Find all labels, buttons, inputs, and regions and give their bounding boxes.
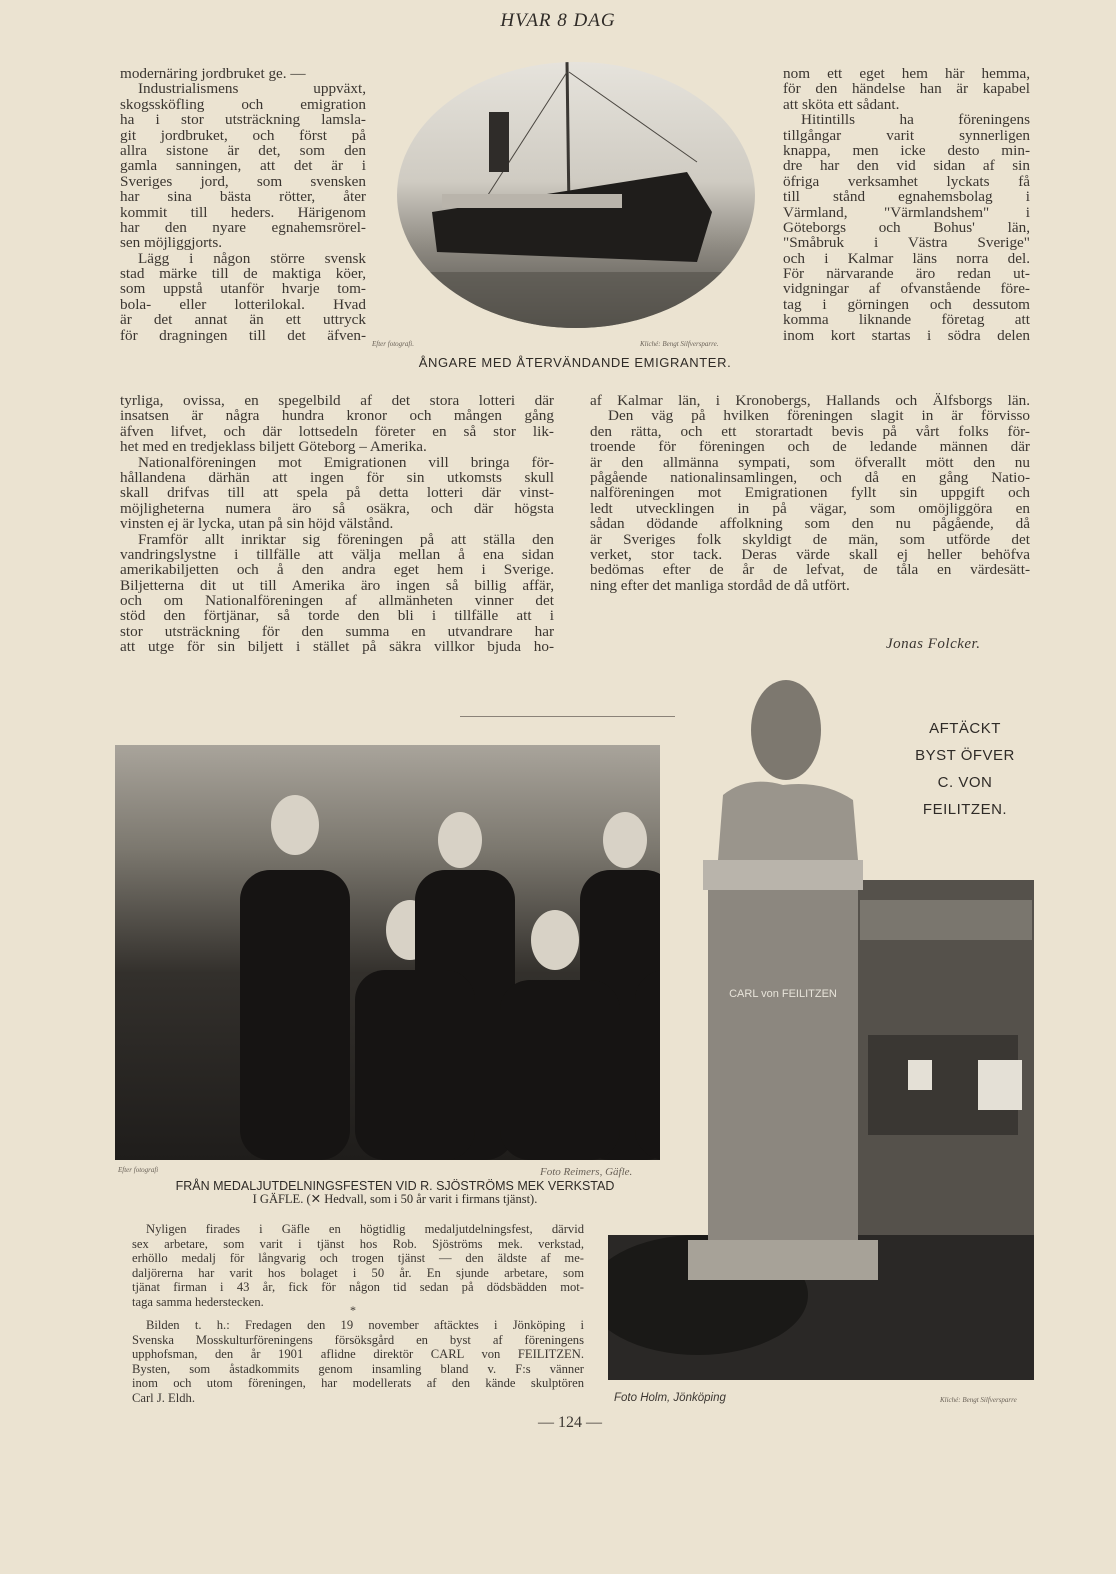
text-line: bedömas efter de år de lefvat, de tåla en värdesätt- (590, 561, 1030, 579)
text-line: bola- eller lotterilokal. Hvad (120, 295, 366, 313)
text-line: upphofsman, den år 1901 aflidne direktör CARL von FEILITZEN. (132, 1347, 584, 1362)
text-line: Lägg i någon större svensk (138, 249, 366, 267)
ship-photo-credit-left: Efter fotografi. (372, 340, 414, 348)
text-line: komma liknande företag att (783, 311, 1030, 329)
text-line: att utge för sin biljett i stället på säkra villkor bjuda ho- (120, 638, 554, 656)
text-line: erhöllo medalj för långvarig och trogen tjänst — den äldste af me- (132, 1251, 584, 1266)
bust-photo-caption (895, 715, 1035, 823)
text-line: hållandena därhän att ingen för sin utkomsts skull (120, 468, 554, 486)
text-line: stad märke till de maktiga köer, (120, 265, 366, 283)
text-line: har den nyare egnahemsrörel- (120, 218, 366, 236)
text-line: För närvarande äro redan ut- (783, 265, 1030, 283)
text-line: "Småbruk i Västra Sverige" (783, 234, 1030, 252)
text-line: Nyligen firades i Gäfle en högtidlig medaljutdelningsfest, därvid (146, 1222, 584, 1236)
text-line: inom och utom föreningen, har modellerats af den kände skulptören (132, 1376, 584, 1391)
text-line: knappa, men icke desto min- (783, 141, 1030, 159)
text-line: Svenska Mosskulturföreningens försöksgård en byst af föreningens (132, 1332, 584, 1347)
text-line: stöd den förtjänar, så torde den bli i tillfälle att i (120, 607, 554, 625)
text-line: daljörerna har varit hos bolaget i 50 år. En sjunde arbetare, som (132, 1265, 584, 1280)
text-line: tillgångar varit synnerligen (783, 126, 1030, 144)
text-line: för den händelse han är kapabel (783, 80, 1030, 98)
text-line: Värmland, "Värmlandshem" i (783, 203, 1030, 221)
text-line: verket, stor tack. Deras värde skall ej heller behöfva (590, 545, 1030, 563)
bust-photo-credit-left: Foto Holm, Jönköping (614, 1392, 726, 1404)
text-line: pågående nationalinsamlingen, och då en gång Natio- (590, 468, 1030, 486)
group-photo-caption-line-2: I GÄFLE. (✕ Hedvall, som i 50 år varit i firmans tjänst). (252, 1192, 538, 1206)
text-line: sex arbetare, som varit i tjänst hos Rob. Sjöströms mek. verkstad, (132, 1236, 584, 1251)
text-line: skogssköfling och emigration (120, 95, 366, 113)
text-line: git jordbruket, och först på (120, 126, 366, 144)
text-line: har sina bästa rötter, åter (120, 188, 366, 206)
text-line: tjänat firman i 43 år, fick för någon tid sedan på dödsbädden mot- (132, 1280, 584, 1295)
ship-photo (397, 62, 755, 328)
author-signature: Jonas Folcker. (886, 636, 981, 652)
text-line: Göteborgs och Bohus' län, (783, 218, 1030, 236)
group-photo-caption-line-1: FRÅN MEDALJUTDELNINGSFESTEN VID R. SJÖSTRÖMS MEK VERKSTAD (175, 1179, 615, 1193)
text-line: tag i görningen och dessutom (783, 295, 1030, 313)
text-line: är det annat än ett uttryck (120, 311, 366, 329)
text-line: Bysten, som åstadkommits genom insamling bland v. F:s vänner (132, 1361, 584, 1376)
text-line: Den väg på hvilken föreningen slagit in är förvisso (608, 407, 1030, 425)
text-line: insatsen är några hundra kronor och mången gång (120, 407, 554, 425)
text-line: allra sistone är det, som den (120, 141, 366, 159)
text-line: taga samma hederstecken. (132, 1294, 264, 1309)
text-line: skall drifvas till att spela på detta lotteri där vinst- (120, 484, 554, 502)
text-line: är den allmänna sympati, som öfverallt mött den nu (590, 453, 1030, 471)
text-line: är Sveriges folk skyldigt de män, som utförde det (590, 530, 1030, 548)
pedestal-inscription: CARL von FEILITZEN (729, 988, 837, 1000)
text-line: att sköta ett sådant. (783, 95, 900, 113)
running-head: HVAR 8 DAG (500, 10, 616, 31)
text-line: modernäring jordbruket ge. — (120, 65, 306, 82)
text-line: gamla sanningen, att det är i (120, 157, 366, 175)
group-photo-credit-left: Efter fotografi (118, 1166, 159, 1174)
text-line: Carl J. Eldh. (132, 1390, 195, 1405)
text-line: och om Nationalföreningen af allmänheten vinner det (120, 592, 554, 610)
text-column-left-top (120, 66, 366, 343)
bust-photo-credit-right: Kliché: Bengt Silfversparre (940, 1396, 1017, 1404)
section-separator: * (350, 1303, 356, 1317)
bust-caption-line-2: BYST ÖFVER (915, 747, 1015, 764)
text-line: som uppstå utanför hvarje tom- (120, 280, 366, 298)
text-line: tyrliga, ovissa, en spegelbild af det stora lotteri där (120, 392, 554, 409)
text-line: dre har den vid sidan af sin (783, 157, 1030, 175)
group-photo (115, 745, 660, 1160)
text-line: af Kalmar län, i Kronobergs, Hallands och Älfsborgs län. (590, 392, 1030, 409)
text-line: Bilden t. h.: Fredagen den 19 november aftäcktes i Jönköping i (146, 1318, 584, 1332)
bust-caption-line-4: FEILITZEN. (922, 801, 1008, 818)
ship-photo-caption: ÅNGARE MED ÅTERVÄNDANDE EMIGRANTER. (418, 355, 732, 370)
text-line: öfriga verksamhet lyckats få (783, 172, 1030, 190)
bust-unveiling-notice (132, 1318, 584, 1406)
text-line: Biljetterna dit ut till Amerika äro ingen så billig affär, (120, 576, 554, 594)
text-line: troende för föreningen och de ledande männen där (590, 438, 1030, 456)
text-line: Nationalföreningen mot Emigrationen vill bringa för- (138, 453, 554, 471)
text-line: nom ett eget hem här hemma, (783, 65, 1030, 82)
text-line: till stånd egnahemsbolag i (783, 188, 1030, 206)
text-line: för dragningen till det äfven- (120, 326, 366, 344)
text-column-right-top (783, 66, 1030, 343)
text-line: Hitintills ha föreningens (801, 111, 1030, 129)
text-line: vinsten ej är lycka, utan på sin höjd välstånd. (120, 515, 394, 533)
text-line: ledt utvecklingen in på vägar, som omöjliggöra en (590, 499, 1030, 517)
text-line: äfven lifvet, och där lottsedeln företer en så stor lik- (120, 422, 554, 440)
text-line: het med en tredjeklass biljett Göteborg – Amerika. (120, 438, 427, 456)
steamship-illustration (397, 62, 755, 328)
group-photo-caption (110, 1180, 680, 1206)
text-line: kommit till heders. Härigenom (120, 203, 366, 221)
text-line: ha i stor utsträckning lamsla- (120, 111, 366, 129)
text-line: amerikabiljetten och å den andra eget hem i Sverige. (120, 561, 554, 579)
medal-festival-notice (132, 1222, 584, 1310)
bust-caption-line-3: C. VON (937, 774, 993, 791)
text-line: Industrialismens uppväxt, (138, 80, 366, 98)
text-line: Sveriges jord, som svensken (120, 172, 366, 190)
text-line: sådan dödande affolkning som den nu pågående, då (590, 515, 1030, 533)
text-line: ning efter det manliga stordåd de då utfört. (590, 576, 850, 594)
bust-caption-line-1: AFTÄCKT (929, 720, 1001, 737)
text-line: den rätta, och ett storartadt bevis på vårt folks för- (590, 422, 1030, 440)
group-photo-credit-right: Foto Reimers, Gäfle. (540, 1166, 633, 1178)
text-line: inom kort startas i södra delen (783, 326, 1030, 344)
text-line: sen möjliggjorts. (120, 234, 223, 252)
text-line: vidgningar af ofvanstående före- (783, 280, 1030, 298)
text-line: vandringslystne i tillfälle att välja mellan å ena sidan (120, 545, 554, 563)
text-column-right-wide (590, 393, 1030, 593)
text-line: nalföreningen mot Emigrationen fyllt sin uppgift och (590, 484, 1030, 502)
ship-photo-credit-right: Kliché: Bengt Silfversparre. (640, 340, 719, 348)
page-number: — 124 — (538, 1414, 602, 1431)
text-column-left-wide (120, 393, 554, 655)
text-line: möjligheterna numera äro så osäkra, och där högsta (120, 499, 554, 517)
text-line: Framför allt inriktar sig föreningen på att ställa den (138, 530, 554, 548)
text-line: stor utsträckning för den summa en utvandrare har (120, 622, 554, 640)
group-of-men-illustration (115, 745, 660, 1160)
text-line: och i Kalmar läns norra del. (783, 249, 1030, 267)
